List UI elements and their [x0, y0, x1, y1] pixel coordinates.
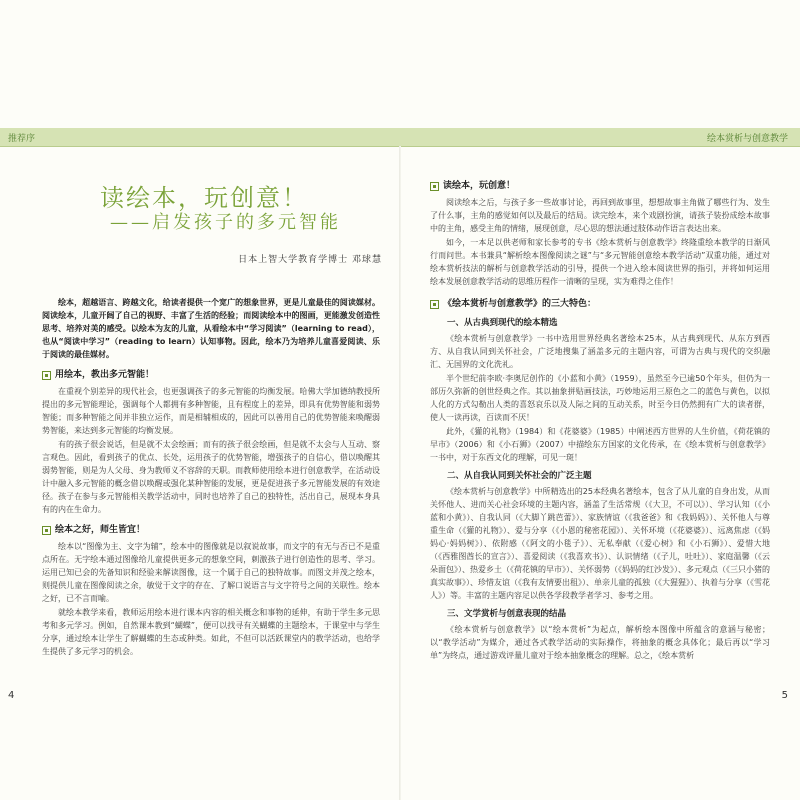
section-heading-text: 读绘本，玩创意！ [443, 181, 516, 191]
section-bullet-icon [430, 300, 439, 309]
paragraph: 就绘本教学来看，教师运用绘本进行课本内容的相关概念和事物的延伸，有助于学生多元思考和多元学习。例如，自然课本教到“蝴蝶”，便可以找寻有关蝴蝶的主题绘本，于课堂中与学生分享，通过绘本让学生了解蝴蝶的生态或种类。如此，不但可以活跃课堂内的教学活动，也给学生提供了多元学习的机会。 [42, 608, 380, 656]
feature-heading: 一、从古典到现代的绘本精选 [447, 318, 558, 328]
section-bullet-icon [42, 371, 51, 380]
paragraph: 有的孩子很会说话，但是就不太会绘画；而有的孩子很会绘画，但是就不太会与人互动、察言观色。因此，看到孩子的优点、长处，运用孩子的优势智能，增强孩子的自信心，借以唤醒其弱势智能，则是为人父母、身为教师义不容辞的天职。而教师使用绘本进行创意教学，在活动设计中融入多元智能的概念借以唤醒或强化某种智能的发展，更是促进孩子多元智能发展的有效途径。孩子在参与多元智能相关教学活动中，同时也培养了自己的独特性，活出自己，展现本身具有的内在生命力。 [42, 440, 380, 514]
author-byline: 日本上智大学教育学博士 邓球慧 [238, 255, 382, 265]
section-bullet-icon [42, 526, 51, 535]
article-title: 读绘本，玩创意！ [100, 184, 308, 212]
section-bullet-icon [430, 182, 439, 191]
page-number-right: 5 [781, 690, 788, 701]
paragraph: 在重视个别差异的现代社会，也更强调孩子的多元智能的均衡发展。哈佛大学加德纳教授所提出的多元智能理论，强调每个人都拥有多种智能，且有程度上的差异，即具有优势智能和弱势智能；而多种智能之间并非独立运作，而是相辅相成的，因此可以善用自己的优势智能来唤醒弱势智能，来达到多元智能的均衡发展。 [42, 387, 380, 435]
paragraph: 此外，《獾的礼物》（1984）和《花婆婆》（1985）中阐述西方世界的人生价值，《荷花镇的早市》（2006）和《小石狮》（2007）中描绘东方国家的文化传承，在《绘本赏析与创意教学》一书中，对于东西文化的理解，可见一斑！ [430, 427, 770, 462]
header-band [0, 128, 800, 146]
section-heading-text: 《绘本赏析与创意教学》的三大特色： [443, 299, 597, 309]
page-number-left: 4 [8, 690, 15, 701]
paragraph: 阅读绘本之后，与孩子多一些故事讨论，再回到故事里，想想故事主角做了哪些行为、发生了什么事，主角的感觉如何以及最后的结局。读完绘本，来个戏剧扮演，请孩子装扮成绘本故事中的主角，感受主角的情绪，展现创意，尽心思的想法通过肢体动作语言表达出来。 [430, 198, 770, 233]
feature-heading: 二、从自我认同到关怀社会的广泛主题 [447, 471, 592, 481]
right-column [430, 180, 770, 663]
paragraph: 《绘本赏析与创意教学》一书中选用世界经典名著绘本25本，从古典到现代、从东方到西方、从自我认同到关怀社会，广泛地搜集了涵盖多元的主题内容，可谓为古典与现代的交织融汇、无国界的文化洗礼。 [430, 334, 770, 369]
running-header-left: 推荐序 [8, 134, 36, 144]
paragraph: 如今，一本足以供老师和家长参考的专书《绘本赏析与创意教学》终隆重绘本教学的日渐风行而问世。本书兼具“解析绘本图像阅读之谜”与“多元智能创意绘本教学活动”双重功能，通过对绘本赏析技法的解析与创意教学活动的引导，提供一个进入绘本阅读世界的指引，并将如何运用绘本发展创意教学活动的思维历程作一清晰的呈现，实为难得之佳作！ [430, 238, 770, 286]
section-heading [42, 369, 380, 382]
paragraph: 《绘本赏析与创意教学》中所精选出的25本经典名著绘本，包含了从儿童的自身出发，从而关怀他人、进而关心社会环境的主题内容，涵盖了生活常规（《大卫，不可以》）、学习认知（《小蓝和小黄》）、自我认同（《大脚丫跳芭蕾》）、家族情谊（《我爸爸》和《我妈妈》）、关怀他人与尊重生命（《獾的礼物》）、爱与分享（《小恩的秘密花园》）、关怀环境（《花婆婆》）、远离焦虑（《妈妈心·妈妈树》）、依附感（《阿文的小毯子》）、无私奉献（《爱心树》和《小石狮》）、爱惜大地（《西雅图酋长的宣言》）、喜爱阅读（《我喜欢书》）、认识情绪（《子儿，吐吐》）、家庭温馨（《云朵面包》）、热爱乡土（《荷花镇的早市》）、关怀弱势（《妈妈的红沙发》）、多元观点（《三只小猪的真实故事》）、珍惜友谊（《我有友情要出租》）、单亲儿童的孤独（《大猩猩》）、执着与分享（《雪花人》）等。丰富的主题内容足以供各学段教学者学习、参考之用。 [430, 487, 770, 600]
left-column [42, 296, 380, 659]
section-heading [42, 524, 380, 537]
paragraph: 半个世纪前李欧·李奥尼创作的《小蓝和小黄》（1959），虽然至今已逾50个年头，但仍为一部历久弥新的创世经典之作。其以抽象拼贴画技法，巧妙地运用三原色之二的蓝色与黄色，以拟人化的方式勾勒出人类的喜怒哀乐以及人际之间的互动关系，时至今日仍然拥有广大的读者群，使人一读再读，百读而不厌！ [430, 374, 770, 422]
article-subtitle: ——启发孩子的多元智能 [110, 212, 341, 233]
feature-heading: 三、文学赏析与创意表现的结晶 [447, 609, 567, 619]
section-heading [430, 180, 770, 193]
running-header-right: 绘本赏析与创意教学 [706, 134, 788, 144]
paragraph: 《绘本赏析与创意教学》以“绘本赏析”为起点，解析绘本图像中所蕴含的意涵与秘密；以“教学活动”为媒介，通过各式教学活动的实际操作，将抽象的概念具体化；最后再以“学习单”为终点，通过游戏评量儿童对于绘本抽象概念的理解。总之，《绘本赏析 [430, 625, 770, 660]
page-gutter [399, 146, 401, 800]
section-heading [430, 298, 770, 311]
section-heading-text: 绘本之好，师生皆宜！ [55, 525, 146, 535]
paragraph: 绘本以“图像为主、文字为辅”，绘本中的图像就是以叙说故事，而文字的有无与否已不是重点所在。无字绘本通过图像给儿童提供更多元的想象空间，刺激孩子进行创造性的思考、学习。运用已知已会的先备知识和经验来解读图像，这一个属于自己的独特故事。而图文并茂之绘本，则提供儿童在图像阅读之余，敏觉于文字的存在、了解口说语言与文字符号之间的关联性。绘本之好，已不言而喻。 [42, 542, 380, 603]
intro-paragraph: 绘本，超越语言、跨越文化，给读者提供一个宽广的想象世界，更是儿童最佳的阅读媒材。阅读绘本，儿童开阔了自己的视野、丰富了生活的经验；而阅读绘本中的图画，更能激发创造性思考、培养对美的感受。以绘本为友的儿童，从看绘本中“学习阅读”（learning to read），也从“阅读中学习”（reading to learn）认知事物。因此，绘本乃为培养儿童喜爱阅读、乐于阅读的最佳媒材。 [42, 298, 380, 359]
section-heading-text: 用绘本，教出多元智能！ [55, 370, 155, 380]
